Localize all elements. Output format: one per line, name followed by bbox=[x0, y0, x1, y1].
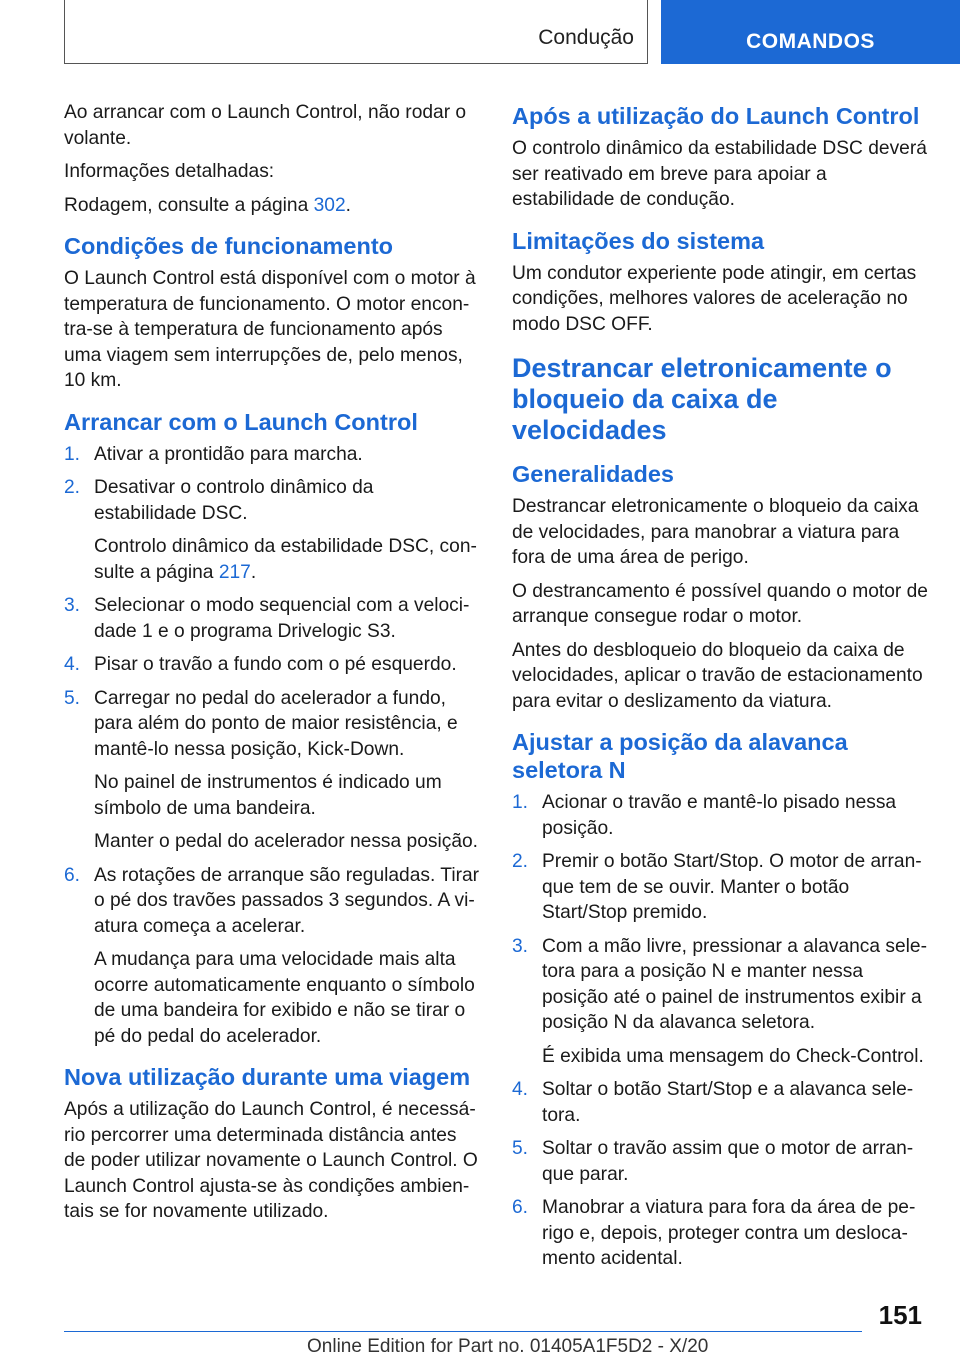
list-item bbox=[512, 1077, 928, 1128]
subtext: Controlo dinâmico da estabilidade DSC, consulte a página bbox=[94, 536, 477, 583]
list-item bbox=[64, 593, 480, 644]
step-text: Premir o botão Start/Stop. O motor de arranque tem de se ouvir. Manter o botão Start/Stop premido. bbox=[542, 851, 922, 923]
step-number: 3. bbox=[512, 935, 529, 957]
heading-reuse-during-trip: Nova utilização durante uma viagem bbox=[64, 1064, 471, 1090]
left-column bbox=[64, 100, 480, 1233]
list-item bbox=[64, 442, 480, 468]
step-number: 6. bbox=[512, 1197, 529, 1218]
paragraph-with-link bbox=[64, 193, 480, 219]
step-text: Desativar o controlo dinâmico da estabilidade DSC. bbox=[94, 477, 374, 524]
step-number: 3. bbox=[64, 595, 81, 616]
list-item bbox=[64, 863, 480, 1050]
list-item bbox=[512, 849, 928, 926]
paragraph: Após a utilização do Launch Control, é necessário percorrer uma determinada distância antes de poder utilizar novamente o Launch Control. O Launch Control ajusta-se às condições ambientais se for novamente utilizado. bbox=[64, 1099, 478, 1222]
step-text: Ativar a prontidão para marcha. bbox=[94, 443, 363, 465]
footer-divider bbox=[64, 1331, 862, 1332]
step-number: 6. bbox=[64, 864, 81, 886]
paragraph: Um condutor experiente pode atingir, em certas condições, melhores valores de aceleração no modo DSC OFF. bbox=[512, 262, 917, 335]
step-text: Acionar o travão e mantê-lo pisado nessa posição. bbox=[542, 792, 897, 839]
paragraph-end: . bbox=[345, 194, 351, 216]
page-link[interactable]: 302 bbox=[313, 194, 346, 216]
heading-after-launch-control: Após a utilização do Launch Control bbox=[512, 103, 920, 129]
step-number: 4. bbox=[64, 654, 81, 675]
step-number: 1. bbox=[64, 443, 81, 465]
heading-set-selector-n: Ajustar a posição da alavanca seletora N bbox=[512, 729, 848, 783]
step-subtext: A mudança para uma velocidade mais alta ocorre automaticamente enquanto o símbolo de uma bandeira for exibido e não se tirar o pé do pedal do acelerador. bbox=[94, 949, 475, 1047]
step-text: Soltar o botão Start/Stop e a alavanca seletora. bbox=[542, 1079, 914, 1126]
list-item bbox=[64, 652, 480, 678]
footer-edition: Online Edition for Part no. 01405A1F5D2 - X/20 bbox=[307, 1336, 709, 1357]
step-text: Manobrar a viatura para fora da área de perigo e, depois, proteger contra um deslocamento acidental. bbox=[542, 1197, 916, 1269]
heading-launch-control-start: Arrancar com o Launch Control bbox=[64, 408, 418, 435]
paragraph-text: Rodagem, consulte a página bbox=[64, 194, 314, 216]
heading-system-limits: Limitações do sistema bbox=[512, 227, 765, 254]
step-subtext: No painel de instrumentos é indicado um símbolo de uma bandeira. bbox=[94, 772, 442, 819]
step-subtext: Manter o pedal do acelerador nessa posição. bbox=[94, 831, 478, 852]
list-item bbox=[64, 475, 480, 585]
paragraph: O controlo dinâmico da estabilidade DSC deverá ser reativado em breve para apoiar a estabilidade de condução. bbox=[512, 138, 927, 210]
heading-unlock-gear-lock: Destrancar eletronicamente o bloqueio da caixa de velocidades bbox=[512, 353, 892, 445]
step-text: Carregar no pedal do acelerador a fundo, para além do ponto de maior resistência, e mantê-lo nessa posição, Kick-Down. bbox=[94, 687, 458, 760]
page-link[interactable]: 217 bbox=[218, 561, 251, 583]
list-item bbox=[64, 686, 480, 855]
step-text: Com a mão livre, pressionar a alavanca seletora para a posição N e manter nessa posição até o painel de instrumentos exibir a posição N da alavanca seletora. bbox=[542, 935, 927, 1033]
step-number: 2. bbox=[64, 477, 81, 498]
chapter-tab[interactable]: COMANDOS bbox=[661, 0, 960, 64]
step-number: 5. bbox=[512, 1138, 529, 1159]
step-text: As rotações de arranque são reguladas. Tirar o pé dos travões passados 3 segundos. A viatura começa a acelerar. bbox=[94, 864, 480, 937]
step-text: Selecionar o modo sequencial com a velocidade 1 e o programa Drivelogic S3. bbox=[94, 595, 470, 642]
list-item bbox=[512, 934, 928, 1070]
paragraph: Ao arrancar com o Launch Control, não rodar o volante. bbox=[64, 102, 467, 149]
paragraph: Informações detalhadas: bbox=[64, 161, 275, 182]
heading-general: Generalidades bbox=[512, 461, 674, 487]
step-number: 2. bbox=[512, 851, 529, 872]
paragraph: O Launch Control está disponível com o motor à temperatura de funcionamento. O motor encontra-se à temperatura de funcionamento após uma viagem sem interrupções de, pelo menos, 10 km. bbox=[64, 268, 476, 391]
step-number: 1. bbox=[512, 792, 529, 813]
subtext-end: . bbox=[250, 561, 257, 583]
right-column bbox=[512, 100, 928, 1280]
section-title: Condução bbox=[538, 26, 634, 49]
step-subtext: É exibida uma mensagem do Check-Control. bbox=[542, 1045, 924, 1067]
paragraph: Destrancar eletronicamente o bloqueio da caixa de velocidades, para manobrar a viatura para fora de uma área de perigo. bbox=[512, 496, 919, 568]
list-item bbox=[512, 1136, 928, 1187]
step-text: Soltar o travão assim que o motor de arranque parar. bbox=[542, 1138, 914, 1185]
step-subtext bbox=[94, 534, 480, 585]
step-number: 5. bbox=[64, 687, 81, 709]
step-number: 4. bbox=[512, 1079, 529, 1100]
steps-list bbox=[512, 790, 928, 1272]
steps-list bbox=[64, 442, 480, 1050]
step-text: Pisar o travão a fundo com o pé esquerdo. bbox=[94, 654, 457, 675]
paragraph: O destrancamento é possível quando o motor de arranque consegue rodar o motor. bbox=[512, 580, 928, 627]
heading-operating-conditions: Condições de funcionamento bbox=[64, 233, 394, 259]
list-item bbox=[512, 790, 928, 841]
page-number: 151 bbox=[878, 1300, 922, 1330]
list-item bbox=[512, 1195, 928, 1272]
paragraph: Antes do desbloqueio do bloqueio da caixa de velocidades, aplicar o travão de estacionamento para evitar o deslizamento da viatura. bbox=[512, 639, 923, 712]
